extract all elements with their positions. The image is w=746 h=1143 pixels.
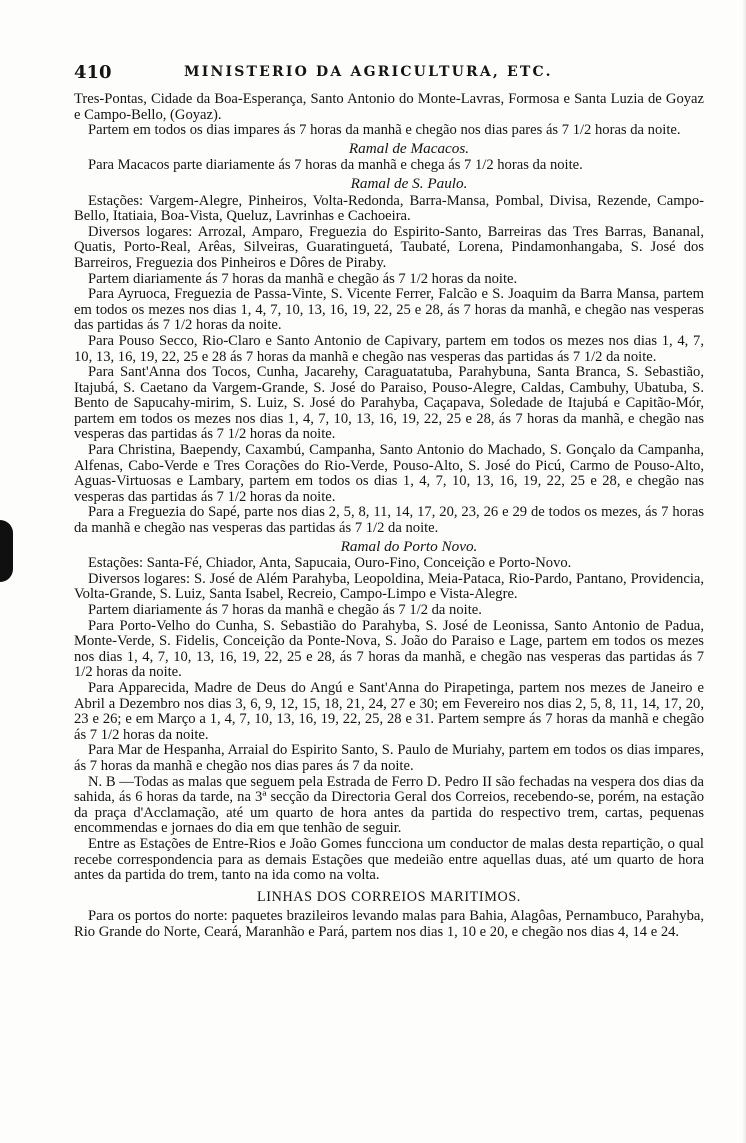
header-title: MINISTERIO DA AGRICULTURA, ETC. xyxy=(184,64,553,80)
paragraph: Partem diariamente ás 7 horas da manhã e chegão ás 7 1/2 da noite. xyxy=(88,602,482,618)
paragraph: Estações: Santa-Fé, Chiador, Anta, Sapucaia, Ouro-Fino, Conceição e Porto-Novo. xyxy=(88,555,572,572)
section-heading-ramal-macacos: Ramal de Macacos. xyxy=(348,139,470,157)
paragraph: Para os portos do norte: paquetes brazileiros levando malas para Bahia, Alagôas, Pernambuco, Parahyba, Rio Grande do Norte, Ceará, Maranhão e Pará, partem nos dias 1, 10 e 20, e chegão nos dias 4, 14 e 24. xyxy=(74,908,704,940)
paragraph: Para Mar de Hespanha, Arraial do Espirito Santo, S. Paulo de Muriahy, partem em todos os dias impares, ás 7 horas da manhã e chegão nos dias pares ás 7 da noite. xyxy=(74,742,704,774)
paragraph: Entre as Estações de Entre-Rios e João Gomes funcciona um conductor de malas desta repartição, o qual recebe correspondencia para as demais Estações que medeião entre aquellas duas, até um quarto de hora antes da partida do trem, tanto na ida como na volta. xyxy=(74,835,704,884)
page-edge-shadow xyxy=(742,0,746,1143)
paragraph-note: N. B —Todas as malas que seguem pela Estrada de Ferro D. Pedro II são fechadas na vespera dos dias da sahida, ás 6 horas da tarde, na 3ª secção da Directoria Geral dos Correios, recebendo-se, porém, na estação da praça d'Acclamação, até um quarto de hora antes da partida do respectivo trem, cartas, pequenas encommendas e jornaes do dia em que tenhão de seguir. xyxy=(74,773,704,837)
running-head xyxy=(74,62,704,84)
paragraph: Diversos logares: Arrozal, Amparo, Freguezia do Espirito-Santo, Barreiras das Tres Barras, Bananal, Quatis, Porto-Real, Arêas, Silveiras, Guaratinguetá, Taubaté, Lorena, Pindamonhangaba, S. José dos Barreiros, Freguezia dos Pinheiros e Dôres de Piraby. xyxy=(74,223,704,271)
paragraph: Para Christina, Baependy, Caxambú, Campanha, Santo Antonio do Machado, S. Gonçalo da Campanha, Alfenas, Cabo-Verde e Tres Corações do Rio-Verde, Pouso-Alto, S. José do Picú, Carmo de Pouso-Alto, Aguas-Virtuosas e Lambary, partem em todos os dias 1, 4, 7, 10, 13, 16, 19, 22, 25 e 28, e chegão nas vesperas das partidas ás 7 1/2 horas da noite. xyxy=(74,442,704,505)
paragraph: Partem em todos os dias impares ás 7 horas da manhã e chegão nos dias pares ás 7 1/2 horas da noite. xyxy=(88,122,681,139)
paragraph: Para Pouso Secco, Rio-Claro e Santo Antonio de Capivary, partem em todos os mezes nos dias 1, 4, 7, 10, 13, 16, 19, 22, 25 e 28 ás 7 horas da manhã e chegão nas vesperas das partidas ás 7 1/2 da noite. xyxy=(74,332,704,365)
section-heading-ramal-porto-novo: Ramal do Porto Novo. xyxy=(340,537,478,555)
paragraph: Tres-Pontas, Cidade da Boa-Esperança, Santo Antonio do Monte-Lavras, Formosa e Santa Luzia de Goyaz e Campo-Bello, (Goyaz). xyxy=(74,92,704,123)
paragraph: Estações: Vargem-Alegre, Pinheiros, Volta-Redonda, Barra-Mansa, Pombal, Divisa, Rezende, Campo-Bello, Itatiaia, Boa-Vista, Queluz, Lavrinhas e Cachoeira. xyxy=(74,192,704,225)
paragraph: Para Macacos parte diariamente ás 7 horas da manhã e chega ás 7 1/2 horas da noite. xyxy=(88,157,583,174)
section-heading-ramal-sao-paulo: Ramal de S. Paulo. xyxy=(350,174,468,192)
section-heading-correios-maritimos: LINHAS DOS CORREIOS MARITIMOS. xyxy=(257,888,521,905)
paragraph: Para Apparecida, Madre de Deus do Angú e Sant'Anna do Pirapetinga, partem nos mezes de Janeiro e Abril a Dezembro nos dias 3, 6, 9, 12, 15, 18, 21, 24, 27 e 30; em Fevereiro nos dias 2, 5, 8, 11, 14, 17, 20, 23 e 26; e em Março a 1, 4, 7, 10, 13, 16, 19, 22, 25, 28 e 31. Partem sempre ás 7 horas da manhã e chegão ás 7 1/2 horas da noite. xyxy=(74,679,704,743)
page-number: 410 xyxy=(74,62,112,83)
paragraph: Para Sant'Anna dos Tocos, Cunha, Jacarehy, Caraguatatuba, Parahybuna, Santa Branca, S. Sebastião, Itajubá, S. Caetano da Vargem-Grande, S. José do Paraiso, Pouso-Alegre, Caldas, Cambuhy, Ubatuba, S. Bento de Sapucahy-mirim, S. Luiz, S. José do Parahyba, Caçapava, Soledade de Itajubá e Capitão-Mór, partem em todos os mezes nos dias 1, 4, 7, 10, 13, 16, 19, 22, 25 e 28, ás 7 horas da manhã, e chegão nas vesperas das partidas ás 7 1/2 horas da noite. xyxy=(74,364,704,443)
paragraph: Partem diariamente ás 7 horas da manhã e chegão ás 7 1/2 horas da noite. xyxy=(88,270,518,287)
paragraph: Para Ayruoca, Freguezia de Passa-Vinte, S. Vicente Ferrer, Falcão e S. Joaquim da Barra Mansa, partem em todos os mezes nos dias 1, 4, 7, 10, 13, 16, 19, 22, 25 e 28, ás 7 horas da manhã, e chegão nas vesperas das partidas ás 7 1/2 horas da noite. xyxy=(74,286,704,334)
body-text xyxy=(74,92,704,1102)
binding-hole-mark xyxy=(0,520,13,582)
paragraph: Para Porto-Velho do Cunha, S. Sebastião do Parahyba, S. José de Leonissa, Santo Antonio de Padua, Monte-Verde, S. Fidelis, Conceição da Ponte-Nova, S. João do Paraiso e Lage, partem em todos os mezes nos dias 1, 4, 7, 10, 13, 16, 19, 22, 25 e 28, ás 7 horas da manhã, e chegão nas vesperas das partidas ás 7 1/2 horas da noite. xyxy=(74,617,704,681)
paragraph: Diversos logares: S. José de Além Parahyba, Leopoldina, Meia-Pataca, Rio-Pardo, Pantano, Providencia, Volta-Grande, S. Luiz, Santa Isabel, Recreio, Campo-Limpo e Vista-Alegre. xyxy=(74,570,704,603)
paragraph: Para a Freguezia do Sapé, parte nos dias 2, 5, 8, 11, 14, 17, 20, 23, 26 e 29 de todos os mezes, ás 7 horas da manhã e chegão nas vesperas das partidas ás 7 1/2 da noite. xyxy=(74,504,704,537)
